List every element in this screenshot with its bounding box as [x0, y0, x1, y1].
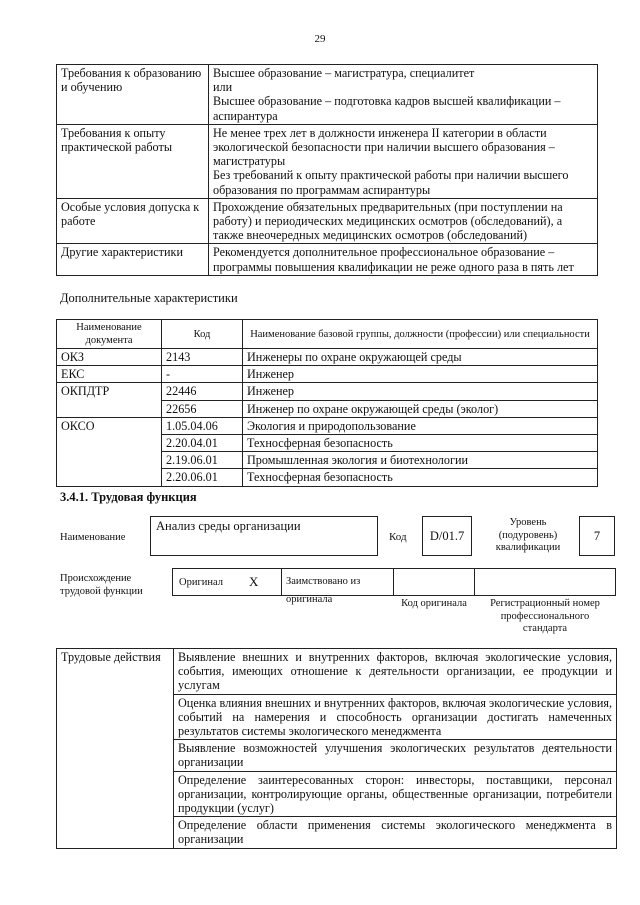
text-line: Прохождение обязательных предварительных (при поступлении на работу) и периодических медицинских осмотров (обследований), а также внеочередных медицинских осмотров (обследований)	[213, 199, 563, 243]
column-header: Наименование документа	[57, 320, 162, 349]
borrowed-box	[281, 568, 394, 605]
name-cell: Инженеры по охране окружающей среды	[243, 349, 598, 366]
code-cell: 1.05.04.06	[162, 417, 243, 434]
table-row	[57, 417, 598, 434]
column-header: Наименование базовой группы, должности (профессии) или специальности	[243, 320, 598, 349]
row-value	[209, 124, 598, 198]
name-cell: Промышленная экология и биотехнологии	[243, 452, 598, 469]
action-item: Выявление возможностей улучшения экологических результатов деятельности организации	[174, 740, 617, 771]
code-cell: 2.20.06.01	[162, 469, 243, 486]
table-row	[57, 383, 598, 400]
table-row	[57, 366, 598, 383]
code-cell: 2143	[162, 349, 243, 366]
actions-table	[56, 648, 617, 849]
function-name-value: Анализ среды организации	[156, 519, 301, 533]
text-line: Высшее образование – магистратура, специалитет	[213, 66, 475, 80]
origin-label: Происхождение трудовой функции	[60, 573, 143, 597]
table-row	[57, 124, 598, 198]
doc-cell: ЕКС	[57, 366, 162, 383]
table-row	[57, 649, 617, 695]
code-cell: 22656	[162, 400, 243, 417]
doc-cell: ОКПДТР	[57, 383, 162, 417]
table-row	[57, 198, 598, 244]
actions-label: Трудовые действия	[57, 649, 174, 849]
row-label: Требования к образованию и обучению	[57, 65, 209, 125]
name-cell: Техносферная безопасность	[243, 435, 598, 452]
code-box	[422, 516, 472, 556]
name-cell: Инженер по охране окружающей среды (эколог)	[243, 400, 598, 417]
text-line: Высшее образование – подготовка кадров высшей квалификации – аспирантура	[213, 94, 561, 123]
name-cell: Инженер	[243, 366, 598, 383]
code-cell: 2.20.04.01	[162, 435, 243, 452]
doc-cell: ОКСО	[57, 417, 162, 486]
reg-number-box	[474, 568, 616, 596]
reg-number-label: Регистрационный номер профессионального стандарта	[490, 598, 600, 634]
row-value	[209, 244, 598, 275]
section-heading: 3.4.1. Трудовая функция	[60, 490, 197, 504]
level-label: Уровень (подуровень) квалификации	[495, 517, 561, 553]
original-code-box	[393, 568, 475, 596]
additional-caption: Дополнительные характеристики	[60, 291, 238, 305]
action-item: Определение области применения системы экологического менеджмента в организации	[174, 817, 617, 848]
name-cell: Экология и природопользование	[243, 417, 598, 434]
action-item: Определение заинтересованных сторон: инвесторы, поставщики, персонал организации, контролирующие органы, общественные организации, потребители продукции (услуг)	[174, 771, 617, 817]
table-row	[57, 65, 598, 125]
row-label: Особые условия допуска к работе	[57, 198, 209, 244]
function-name-box	[150, 516, 378, 556]
level-value: 7	[593, 529, 601, 543]
page-number: 29	[314, 33, 326, 45]
original-label: Оригинал	[179, 577, 223, 588]
code-value: D/01.7	[429, 529, 465, 543]
doc-cell: ОКЗ	[57, 349, 162, 366]
action-item: Оценка влияния внешних и внутренних факторов, включая экологические условия, событий на намерения и способность организации достигать намеченных результатов системы экологического менеджмента	[174, 694, 617, 740]
original-mark: X	[249, 574, 259, 589]
code-cell: 2.19.06.01	[162, 452, 243, 469]
text-line: Не менее трех лет в должности инженера II категории в области экологической безопасности при наличии высшего образования – магистратуры	[213, 125, 555, 169]
table-row	[57, 349, 598, 366]
original-box	[172, 568, 282, 596]
code-cell: 22446	[162, 383, 243, 400]
name-cell: Инженер	[243, 383, 598, 400]
name-cell: Техносферная безопасность	[243, 469, 598, 486]
table-row	[57, 244, 598, 275]
text-line: Без требований к опыту практической работы при наличии высшего образования по программам аспирантуры	[213, 168, 569, 197]
row-label: Другие характеристики	[57, 244, 209, 275]
action-item: Выявление внешних и внутренних факторов, включая экологические условия, события, имеющих отношение к деятельности организации, ее продукции и услугам	[174, 649, 617, 695]
borrowed-label: Заимствовано из оригинала	[286, 576, 361, 605]
name-label: Наименование	[60, 532, 126, 543]
text-line: Рекомендуется дополнительное профессиональное образование – программы повышения квалификации не реже одного раза в пять лет	[213, 245, 574, 274]
orig-code-label: Код оригинала	[401, 598, 467, 609]
table-header-row	[57, 320, 598, 349]
level-box	[579, 516, 615, 556]
code-cell: -	[162, 366, 243, 383]
code-label: Код	[389, 531, 407, 543]
row-value	[209, 65, 598, 125]
column-header: Код	[162, 320, 243, 349]
text-line: или	[213, 80, 233, 95]
requirements-table	[56, 64, 598, 276]
row-label: Требования к опыту практической работы	[57, 124, 209, 198]
additional-table	[56, 319, 598, 487]
row-value	[209, 198, 598, 244]
